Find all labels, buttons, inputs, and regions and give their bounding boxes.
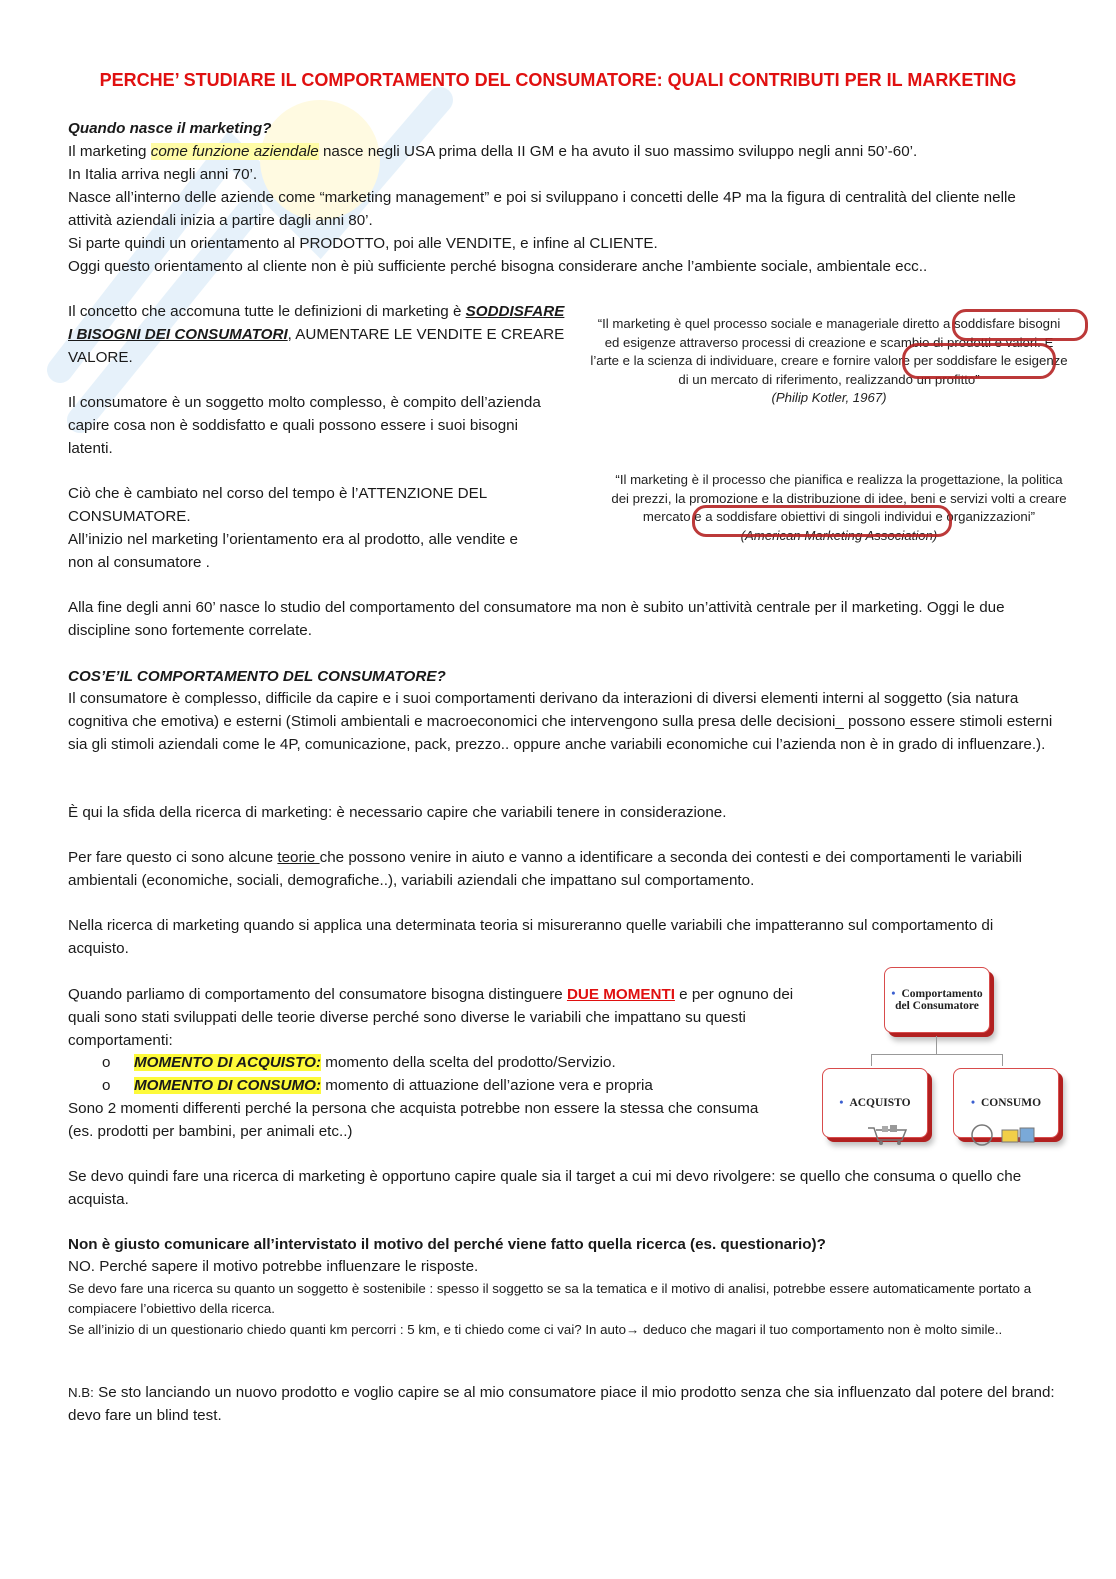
quote-kotler: “Il marketing è quel processo sociale e manageriale diretto a soddisfare bisogni ed esigenze attraverso processi di creazione e scambio di prodotti e valori. E l’arte e la scienza di individuare, creare e fornire valore per soddisfare le esigenze di un mercato di riferimento, realizzando un profitto” (Philip Kotler, 1967)	[568, 315, 1090, 408]
emphasis-soddisfare-bisogni: SODDISFARE I BISOGNI DEI CONSUMATORI	[68, 303, 565, 343]
paragraph-target: Se devo quindi fare una ricerca di marketing è opportuno capire quale sia il target a cui mi devo rivolgere: se quello che consuma o quello che acquista.	[68, 1168, 1022, 1208]
bullet-marker: o	[102, 1077, 111, 1094]
paragraph-orientation: Si parte quindi un orientamento al PRODOTTO, poi alle VENDITE, e infine al CLIENTE.	[68, 235, 658, 252]
diagram-node-consumo: • CONSUMO	[953, 1068, 1059, 1138]
diagram-node-consumer-behaviour: • Comportamento del Consumatore	[884, 967, 990, 1033]
list-item-acquisto: MOMENTO DI ACQUISTO: momento della scelta del prodotto/Servizio.	[134, 1054, 616, 1071]
paragraph-marketing-origin: Il marketing come funzione aziendale nasce negli USA prima della II GM e ha avuto il suo massimo sviluppo negli anni 50’-60’.	[68, 143, 918, 160]
section-heading-research-motive: Non è giusto comunicare all’intervistato il motivo del perché viene fatto quella ricerca (es. questionario)?	[68, 1236, 826, 1253]
highlight-ring	[692, 505, 952, 537]
paragraph-sustainability-example: Se devo fare una ricerca su quanto un soggetto è sostenibile : spesso il soggetto se sa la tematica e il motivo di analisi, potrebbe essere automaticamente portato a compiacere l’obiettivo della ricerca.	[68, 1281, 1032, 1316]
section-heading-consumer-behaviour: COS’E’IL COMPORTAMENTO DEL CONSUMATORE?	[68, 668, 446, 685]
connector-line	[871, 1054, 1002, 1055]
section-heading-marketing-origin: Quando nasce il marketing?	[68, 120, 272, 137]
paragraph-two-moments: Quando parliamo di comportamento del consumatore bisogna distinguere DUE MOMENTI e per ognuno dei quali sono stati sviluppati delle teorie diverse perché sono diverse le variabili che impattano su questi comportamenti:	[68, 986, 794, 1049]
diagram-node-acquisto: • ACQUISTO	[822, 1068, 928, 1138]
paragraph-research-theory: Nella ricerca di marketing quando si applica una determinata teoria si misureranno quelle variabili che impatteranno sul comportamento di acquisto.	[68, 917, 994, 957]
list-item-consumo: MOMENTO DI CONSUMO: momento di attuazione dell’azione vera e propria	[134, 1077, 653, 1094]
paragraph-km-example: Se all’inizio di un questionario chiedo quanti km percorri : 5 km, e ti chiedo come ci vai? In auto→ deduco che magari il tuo comportamento non è molto simile..	[68, 1322, 1003, 1337]
paragraph-consumer-complexity: Il consumatore è complesso, difficile da capire e i suoi comportamenti derivano da interazioni di diversi elementi interni al soggetto (sia natura cognitiva che emotiva) e esterni (Stimoli ambientali e macroeconomici che intervengono sulla presa delle decisioni_ possono essere stimoli esterni sia gli stimoli aziendali come le 4P, comunicazione, pack, prezzo.. oppure anche variabili economiche cui l’azienda non è in grado di influenzare.).	[68, 690, 1053, 753]
bullet-marker: o	[102, 1054, 111, 1071]
shopping-cart-icon	[864, 1122, 914, 1146]
paragraph-italy: In Italia arriva negli anni 70’.	[68, 166, 258, 183]
quote-ama: “Il marketing è il processo che pianifica e realizza la progettazione, la politica dei prezzi, la promozione e la distribuzione di idee, beni e servizi volti a creare mercato e a soddisfare obiettivi di singoli individui e organizzazioni” (American Marketing Association)	[586, 471, 1092, 545]
paragraph-definition: Il concetto che accomuna tutte le definizioni di marketing è SODDISFARE I BISOGNI DEI CONSUMATORI, AUMENTARE LE VENDITE E CREARE VALORE.	[68, 303, 565, 366]
underlined-teorie: teorie	[277, 849, 320, 866]
paragraph-different-moments: Sono 2 momenti differenti perché la persona che acquista potrebbe non essere la stessa che consuma (es. prodotti per bambini, per animali etc..)	[68, 1100, 759, 1140]
quote-kotler-author: (Philip Kotler, 1967)	[771, 390, 887, 405]
paragraph-theories: Per fare questo ci sono alcune teorie che possono venire in aiuto e vanno a identificare a seconda dei contesti e dei comportamenti le variabili ambientali (economiche, sociali, demografiche..), variabili aziendali che impattano sul comportamento.	[68, 849, 1023, 889]
page-title: PERCHE’ STUDIARE IL COMPORTAMENTO DEL CONSUMATORE: QUALI CONTRIBUTI PER IL MARKETING	[99, 70, 1017, 90]
paragraph-challenge: È qui la sfida della ricerca di marketing: è necessario capire che variabili tenere in considerazione.	[68, 804, 727, 821]
highlight-ring	[952, 309, 1088, 341]
paragraph-answer-no: NO. Perché sapere il motivo potrebbe influenzare le risposte.	[68, 1258, 479, 1275]
highlight-ring	[902, 343, 1056, 379]
paragraph-today: Oggi questo orientamento al cliente non è più sufficiente perché bisogna considerare anche l’ambiente sociale, ambientale ecc..	[68, 258, 928, 275]
connector-line	[936, 1036, 937, 1054]
paragraph-blind-test: N.B: Se sto lanciando un nuovo prodotto e voglio capire se al mio consumatore piace il mio prodotto senza che sia influenzato dal potere del brand: devo fare un blind test.	[68, 1384, 1055, 1424]
paragraph-late-60s: Alla fine degli anni 60’ nasce lo studio del comportamento del consumatore ma non è subito un’attività centrale per il marketing. Oggi le due discipline sono fortemente correlate.	[68, 599, 1005, 639]
emphasis-due-momenti: DUE MOMENTI	[566, 986, 675, 1003]
highlight-aziendale: come funzione aziendale	[150, 143, 319, 160]
quote-ama-author: (American Marketing Association)	[740, 527, 938, 543]
paragraph-attention: Ciò che è cambiato nel corso del tempo è l’ATTENZIONE DEL CONSUMATORE.	[68, 485, 487, 525]
paragraph-initial-orientation: All’inizio nel marketing l’orientamento era al prodotto, alle vendite e non al consumatore .	[68, 531, 518, 571]
consumer-products-icon	[968, 1122, 1040, 1148]
connector-line	[871, 1054, 872, 1066]
nb-label: N.B:	[68, 1385, 94, 1400]
paragraph-marketing-management: Nasce all’interno delle aziende come “marketing management” e poi si sviluppano i concetti delle 4P ma la figura di centralità del cliente nelle attività aziendali inizia a partire dagli anni 80’.	[68, 189, 1016, 229]
connector-line	[1002, 1054, 1003, 1066]
paragraph-complex-consumer: Il consumatore è un soggetto molto complesso, è compito dell’azienda capire cosa non è soddisfatto e quali possono essere i suoi bisogni latenti.	[68, 394, 541, 457]
